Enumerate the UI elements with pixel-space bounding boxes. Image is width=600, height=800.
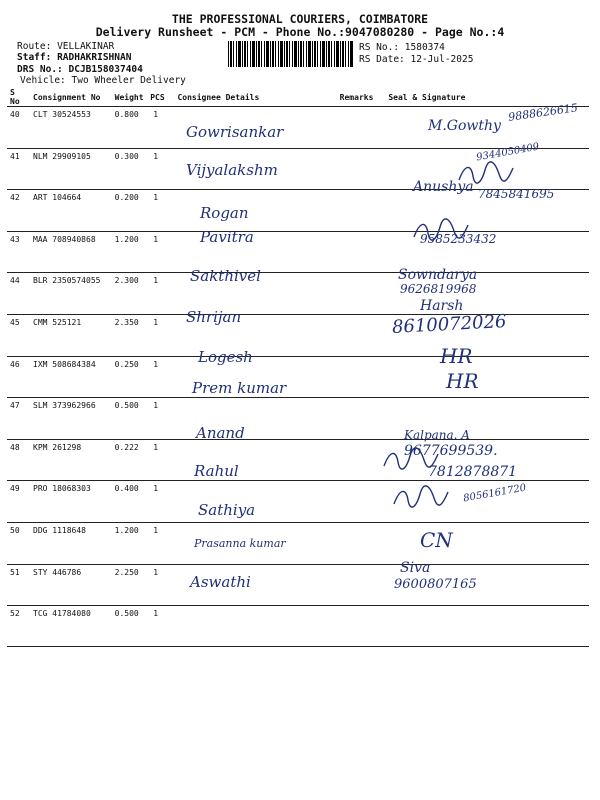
staff-label: Staff: [17, 52, 52, 63]
handwritten-phone-number: 8056161720 [462, 482, 528, 505]
rs-no-line [359, 42, 445, 53]
row-consignment-no: NLM 29909105 [30, 148, 112, 190]
row-remarks-cell [337, 398, 375, 440]
handwritten-signature: M.Gowthy [428, 118, 501, 134]
row-remarks-cell [337, 439, 375, 481]
drs-label: DRS No.: [17, 64, 63, 75]
row-pcs: 1 [147, 190, 174, 232]
row-seal-cell [374, 606, 589, 647]
row-weight: 0.500 [112, 398, 148, 440]
handwritten-phone-number: 7845841695 [478, 187, 555, 202]
row-sno: 43 [7, 231, 30, 273]
handwritten-consignee-name: Gowrisankar [186, 123, 284, 141]
handwritten-signature: Kalpana. A [404, 427, 470, 442]
row-remarks-cell [337, 481, 375, 523]
row-sno: 47 [7, 398, 30, 440]
row-pcs: 1 [147, 398, 174, 440]
handwritten-signature: Sowndarya [398, 267, 478, 284]
col-remarks-header: Remarks [337, 88, 375, 107]
row-weight: 1.200 [112, 231, 148, 273]
row-weight: 0.300 [112, 148, 148, 190]
handwritten-consignee-name: Prem kumar [192, 378, 287, 397]
handwritten-phone-number: 8610072026 [391, 310, 508, 338]
row-weight: 0.250 [112, 356, 148, 398]
row-remarks-cell [337, 522, 375, 564]
table-row [7, 564, 589, 606]
row-pcs: 1 [147, 107, 174, 149]
vehicle-line [20, 75, 186, 86]
drs-line [17, 64, 143, 75]
table-header-row [7, 88, 589, 107]
handwritten-consignee-name: Shrijan [186, 307, 242, 326]
handwritten-signature: HR [446, 368, 479, 393]
row-sno: 51 [7, 564, 30, 606]
row-weight: 0.200 [112, 190, 148, 232]
rs-no-value: 1580374 [404, 42, 445, 53]
row-seal-cell [374, 356, 589, 398]
row-remarks-cell [337, 564, 375, 606]
col-consignee-header: Consignee Details [174, 88, 336, 107]
row-weight: 2.250 [112, 564, 148, 606]
row-sno: 50 [7, 522, 30, 564]
row-sno: 52 [7, 606, 30, 647]
row-sno: 46 [7, 356, 30, 398]
row-consignment-no: KPM 261298 [30, 439, 112, 481]
handwritten-consignee-name: Prasanna kumar [194, 537, 286, 551]
staff-value: RADHAKRISHNAN [57, 52, 132, 63]
row-remarks-cell [337, 356, 375, 398]
handwritten-phone-number: 9677699539. [404, 442, 498, 459]
drs-barcode [228, 41, 354, 67]
row-pcs: 1 [147, 231, 174, 273]
rs-date-line [359, 54, 473, 65]
row-consignment-no: SLM 373962966 [30, 398, 112, 440]
vehicle-label: Vehicle: [20, 75, 66, 86]
row-consignment-no: CLT 30524553 [30, 107, 112, 149]
row-remarks-cell [337, 190, 375, 232]
row-consignee-cell [174, 190, 336, 232]
row-seal-cell [374, 522, 589, 564]
rs-date-value: 12-Jul-2025 [410, 54, 474, 65]
row-weight: 0.222 [112, 439, 148, 481]
row-consignment-no: DDG 1118648 [30, 522, 112, 564]
row-consignment-no: STY 446786 [30, 564, 112, 606]
row-weight: 1.200 [112, 522, 148, 564]
table-row [7, 606, 589, 647]
table-row [7, 231, 589, 273]
col-pcs-header: PCS [147, 88, 174, 107]
staff-line [17, 52, 131, 63]
row-pcs: 1 [147, 356, 174, 398]
drs-value: DCJB158037404 [68, 64, 143, 75]
handwritten-phone-number: 9888626615 [507, 101, 579, 124]
handwritten-phone-number: 9585233432 [420, 232, 497, 247]
col-sno-header: S No [7, 88, 30, 107]
route-line [17, 41, 114, 52]
row-sno: 44 [7, 273, 30, 315]
row-remarks-cell [337, 314, 375, 356]
row-remarks-cell [337, 148, 375, 190]
row-weight: 0.800 [112, 107, 148, 149]
handwritten-consignee-name: Rogan [200, 204, 249, 223]
signature-scribble [390, 484, 450, 510]
handwritten-consignee-name: Anand [196, 423, 245, 442]
handwritten-consignee-name: Aswathi [190, 573, 251, 592]
handwritten-phone-number: 9626819968 [400, 282, 477, 297]
row-sno: 49 [7, 481, 30, 523]
row-pcs: 1 [147, 481, 174, 523]
row-consignment-no: BLR 2350574055 [30, 273, 112, 315]
row-pcs: 1 [147, 148, 174, 190]
handwritten-phone-number: 9344050409 [475, 141, 541, 164]
row-pcs: 1 [147, 522, 174, 564]
col-seal-header: Seal & Signature [374, 88, 589, 107]
table-row [7, 273, 589, 315]
handwritten-signature: CN [420, 528, 453, 553]
table-row [7, 107, 589, 149]
row-pcs: 1 [147, 314, 174, 356]
table-row [7, 398, 589, 440]
handwritten-consignee-name: Sakthivel [190, 267, 261, 286]
handwritten-signature: Anushya [413, 179, 474, 196]
row-weight: 0.500 [112, 606, 148, 647]
handwritten-signature: HR [440, 343, 473, 368]
col-consignment-header: Consignment No [30, 88, 112, 107]
handwritten-consignee-name: Pavitra [200, 228, 254, 247]
handwritten-phone-number: 9600807165 [394, 577, 477, 593]
table-row [7, 522, 589, 564]
col-weight-header: Weight [112, 88, 148, 107]
row-sno: 45 [7, 314, 30, 356]
row-weight: 2.300 [112, 273, 148, 315]
handwritten-signature: Harsh [420, 297, 464, 314]
handwritten-signature: Siva [400, 560, 431, 577]
handwritten-consignee-name: Sathiya [198, 501, 256, 519]
route-label: Route: [17, 41, 52, 52]
handwritten-consignee-name: Rahul [194, 461, 239, 480]
vehicle-value: Two Wheeler Delivery [71, 75, 186, 86]
row-remarks-cell [337, 107, 375, 149]
runsheet-subtitle: Delivery Runsheet - PCM - Phone No.:9047080280 - Page No.:4 [95, 25, 505, 39]
row-consignment-no: MAA 708940868 [30, 231, 112, 273]
company-title: THE PROFESSIONAL COURIERS, COIMBATORE [171, 12, 429, 26]
row-remarks-cell [337, 606, 375, 647]
handwritten-phone-number: 7812878871 [428, 463, 518, 480]
row-sno: 40 [7, 107, 30, 149]
row-sno: 42 [7, 190, 30, 232]
route-value: VELLAKINAR [57, 41, 115, 52]
row-remarks-cell [337, 273, 375, 315]
row-pcs: 1 [147, 606, 174, 647]
row-pcs: 1 [147, 439, 174, 481]
row-pcs: 1 [147, 564, 174, 606]
row-consignment-no: PRO 18068303 [30, 481, 112, 523]
row-sno: 41 [7, 148, 30, 190]
rs-date-label: RS Date: [359, 54, 405, 65]
row-sno: 48 [7, 439, 30, 481]
handwritten-consignee-name: Logesh [198, 347, 253, 366]
row-consignment-no: CMM 525121 [30, 314, 112, 356]
row-weight: 0.400 [112, 481, 148, 523]
rs-no-label: RS No.: [359, 42, 400, 53]
row-consignment-no: ART 104664 [30, 190, 112, 232]
handwritten-consignee-name: Vijyalakshm [186, 161, 278, 180]
row-remarks-cell [337, 231, 375, 273]
row-pcs: 1 [147, 273, 174, 315]
row-consignment-no: IXM 508684384 [30, 356, 112, 398]
row-weight: 2.350 [112, 314, 148, 356]
row-consignee-cell [174, 606, 336, 647]
table-row [7, 356, 589, 398]
row-consignment-no: TCG 41784080 [30, 606, 112, 647]
